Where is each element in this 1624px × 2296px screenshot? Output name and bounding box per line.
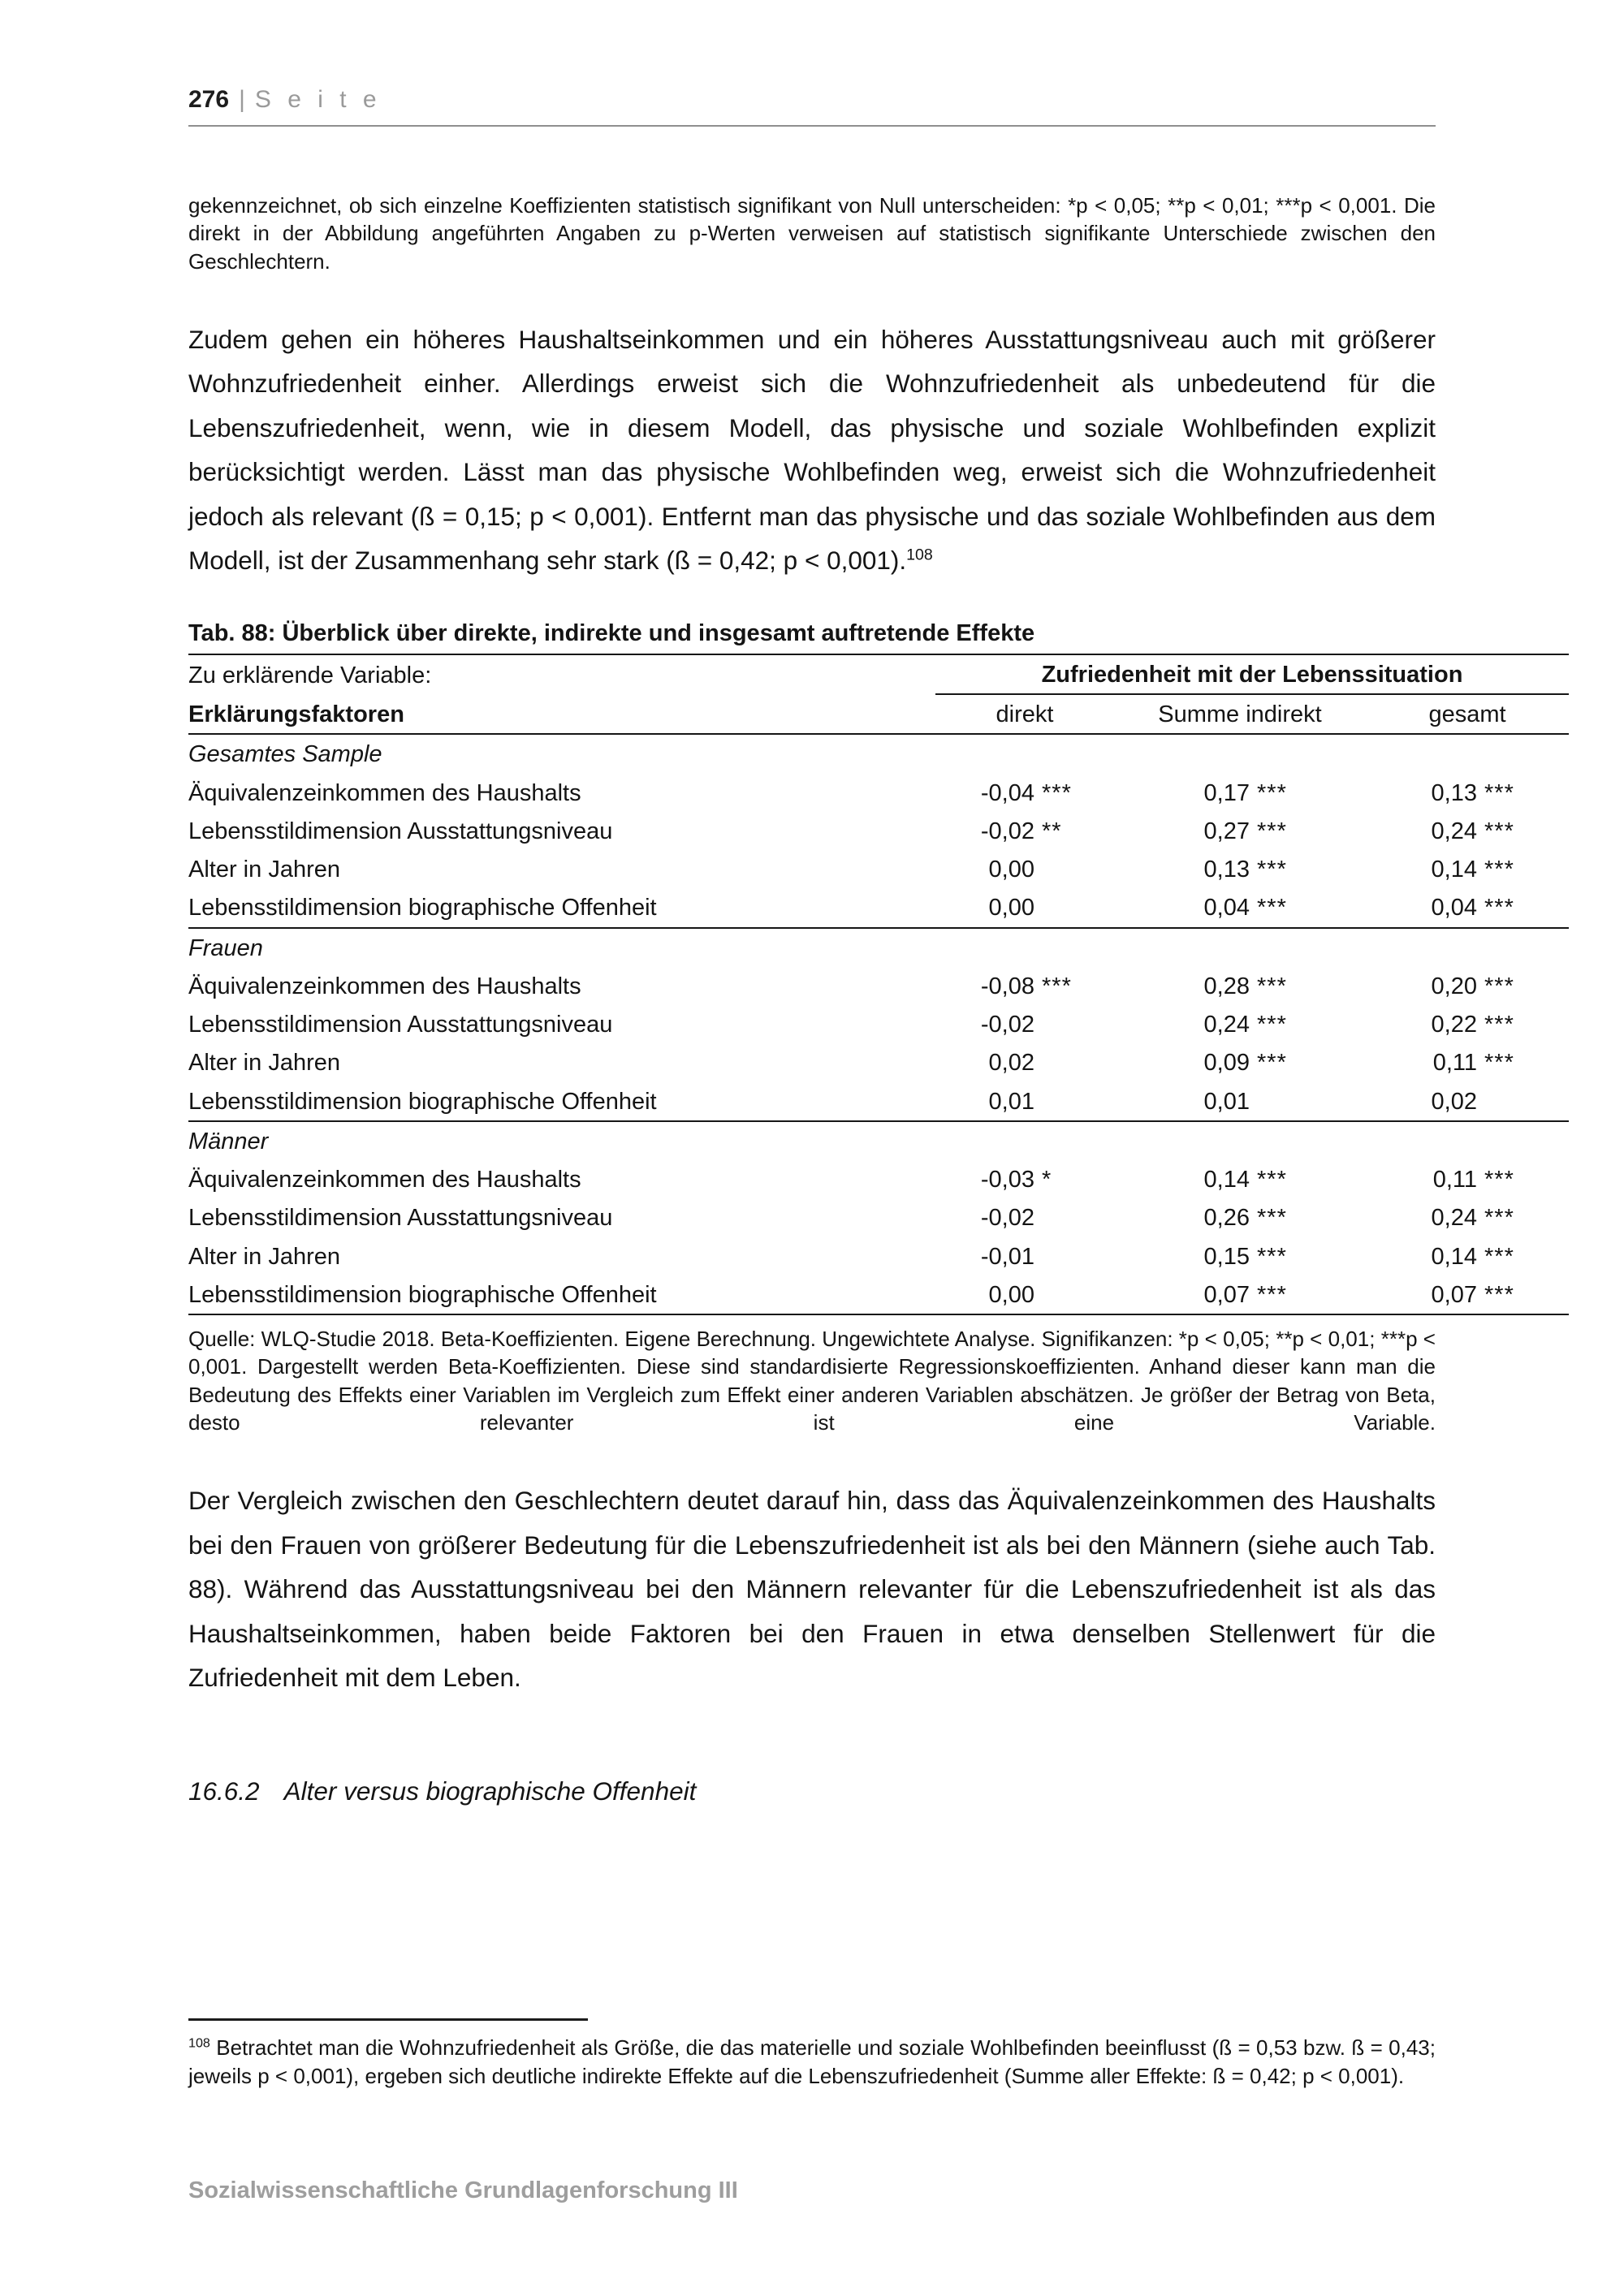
section-name: Männer (188, 1128, 269, 1154)
table-row (188, 774, 1569, 812)
cell-summe-indirekt: 0,14 *** (1203, 1167, 1287, 1193)
cell-summe-indirekt: 0,07 *** (1114, 1275, 1366, 1314)
column-header-gesamt: gesamt (1366, 694, 1569, 734)
table-row (188, 850, 1569, 888)
cell-gesamt: 0,24 *** (1431, 1205, 1514, 1232)
factor-label: Lebensstildimension biographische Offenheit (188, 888, 935, 927)
table-row (188, 1198, 1569, 1236)
cell-summe-indirekt: 0,24 *** (1203, 1012, 1287, 1038)
table-header-row-1 (188, 654, 1569, 694)
table-row (188, 1005, 1569, 1043)
table-row (188, 1237, 1569, 1275)
factor-label: Lebensstildimension Ausstattungsniveau (188, 1012, 613, 1038)
header-factors-label: Erklärungsfaktoren (188, 694, 935, 734)
cell-direkt: 0,00 (935, 888, 1114, 927)
footnote-reference: 108 (906, 546, 933, 564)
effects-table (188, 654, 1569, 1315)
cell-direkt: -0,08 *** (980, 973, 1072, 999)
cell-gesamt: 0,24 *** (1431, 818, 1514, 844)
section-heading (188, 1776, 1436, 1806)
cell-direkt: -0,02 (980, 1205, 1034, 1232)
page-number: 276 (188, 86, 230, 113)
section-row-frauen (188, 928, 1569, 967)
factor-label: Äquivalenzeinkommen des Haushalts (188, 1167, 581, 1193)
cell-summe-indirekt: 0,01 (1114, 1082, 1366, 1121)
header-separator: | (239, 86, 245, 113)
footnote-text-paragraph (188, 2034, 1436, 2091)
cell-direkt: -0,02 ** (980, 818, 1062, 844)
table-row (188, 888, 1569, 927)
cell-summe-indirekt: 0,26 *** (1203, 1205, 1287, 1232)
cell-gesamt: 0,11 *** (1432, 1167, 1514, 1193)
table-row (188, 967, 1569, 1005)
cell-summe-indirekt: 0,17 *** (1203, 779, 1287, 806)
factor-label: Lebensstildimension Ausstattungsniveau (188, 1205, 613, 1232)
table-row (188, 1082, 1569, 1121)
factor-label: Äquivalenzeinkommen des Haushalts (188, 973, 581, 999)
factor-label: Alter in Jahren (188, 857, 340, 883)
cell-direkt: 0,00 (935, 1275, 1114, 1314)
section-name: Gesamtes Sample (188, 741, 382, 768)
cell-summe-indirekt: 0,27 *** (1203, 818, 1287, 844)
factor-label: Lebensstildimension Ausstattungsniveau (188, 818, 613, 844)
table-row (188, 1160, 1569, 1198)
cell-direkt: 0,01 (935, 1082, 1114, 1121)
table-header-row-2 (188, 694, 1569, 734)
footnote-marker: 108 (188, 2035, 210, 2051)
intro-note-paragraph: gekennzeichnet, ob sich einzelne Koeffizienten statistisch signifikant von Null unterscheiden: *p < 0,05; **p < 0,01; ***p < 0,001. Die direkt in der Abbildung angeführten Angaben zu p-Werten verweisen auf statistisch signifikante Unterschiede zwischen den Geschlechtern. (188, 193, 1436, 274)
cell-summe-indirekt: 0,04 *** (1114, 888, 1366, 927)
table-row (188, 1043, 1569, 1081)
header-dependent-variable-label: Zu erklärende Variable: (188, 662, 432, 688)
cell-gesamt: 0,20 *** (1431, 973, 1514, 999)
section-number: 16.6.2 (188, 1776, 260, 1806)
page-header (188, 86, 1436, 127)
cell-gesamt: 0,14 *** (1431, 857, 1514, 883)
cell-gesamt: 0,13 *** (1431, 779, 1514, 806)
cell-summe-indirekt: 0,13 *** (1203, 857, 1287, 883)
table-row (188, 1275, 1569, 1314)
cell-direkt: -0,02 (980, 1012, 1034, 1038)
body-paragraph-2: Der Vergleich zwischen den Geschlechtern deutet darauf hin, dass das Äquivalenzeinkommen des Haushalts bei den Frauen von größerer Bedeutung für die Lebenszufriedenheit ist als bei den Männern (siehe auch Tab. 88). Während das Ausstattungsniveau bei den Männern relevanter für die Lebenszufriedenheit ist als das Haushaltseinkommen, haben beide Faktoren bei den Frauen in etwa denselben Stellenwert für die Zufriedenheit mit dem Leben. (188, 1486, 1436, 1693)
cell-direkt: -0,01 (980, 1243, 1034, 1270)
footnote-block (188, 2018, 1436, 2091)
factor-label: Lebensstildimension biographische Offenheit (188, 1275, 935, 1314)
page-footer: Sozialwissenschaftliche Grundlagenforschung III (188, 2177, 738, 2203)
section-title: Alter versus biographische Offenheit (283, 1776, 697, 1806)
footnote-text: Betrachtet man die Wohnzufriedenheit als Größe, die das materielle und soziale Wohlbefinden beeinflusst (ß = 0,53 bzw. ß = 0,43; jeweils p < 0,001), ergeben sich deutliche indirekte Effekte auf die Lebenszufriedenheit (Summe aller Effekte: ß = 0,42; p < 0,001). (188, 2035, 1436, 2088)
section-row-gesamtes-sample (188, 734, 1569, 773)
cell-direkt: 0,02 (988, 1050, 1034, 1077)
factor-label: Alter in Jahren (188, 1243, 340, 1270)
cell-gesamt: 0,07 *** (1366, 1275, 1569, 1314)
cell-direkt: -0,03 * (980, 1167, 1052, 1193)
section-name: Frauen (188, 934, 263, 961)
column-header-direkt: direkt (935, 694, 1114, 734)
footnote-separator-rule (188, 2018, 588, 2021)
column-header-summe-indirekt: Summe indirekt (1114, 694, 1366, 734)
factor-label: Lebensstildimension biographische Offenheit (188, 1082, 935, 1121)
factor-label: Äquivalenzeinkommen des Haushalts (188, 779, 581, 806)
cell-direkt: 0,00 (988, 857, 1034, 883)
body-paragraph-1 (188, 317, 1436, 583)
table-caption: Tab. 88: Überblick über direkte, indirekte und insgesamt auftretende Effekte (188, 619, 1035, 646)
table-source-note: Quelle: WLQ-Studie 2018. Beta-Koeffizienten. Eigene Berechnung. Ungewichtete Analyse. Signifikanzen: *p < 0,05; **p < 0,01; ***p < 0,001. Dargestellt werden Beta-Koeffizienten. Diese sind standardisierte Regressionskoeffizienten. Anhand dieser kann man die Bedeutung des Effekts einer Variablen im Vergleich zum Effekt einer anderen Variablen abschätzen. Je größer der Betrag von Beta, desto relevanter ist eine Variable. (188, 1327, 1436, 1435)
header-dependent-variable-value: Zufriedenheit mit der Lebenssituation (935, 654, 1569, 694)
cell-summe-indirekt: 0,09 *** (1203, 1050, 1287, 1077)
header-page-word: S e i t e (254, 86, 382, 113)
cell-gesamt: 0,02 (1366, 1082, 1569, 1121)
cell-gesamt: 0,11 *** (1432, 1050, 1514, 1077)
section-row-maenner (188, 1121, 1569, 1160)
paragraph-1-text: Zudem gehen ein höheres Haushaltseinkommen und ein höheres Ausstattungsniveau auch mit größerer Wohnzufriedenheit einher. Allerdings erweist sich die Wohnzufriedenheit als unbedeutend für die Lebenszufriedenheit, wenn, wie in diesem Modell, das physische und soziale Wohlbefinden explizit berücksichtigt werden. Lässt man das physische Wohlbefinden weg, erweist sich die Wohnzufriedenheit jedoch als relevant (ß = 0,15; p < 0,001). Entfernt man das physische und das soziale Wohlbefinden aus dem Modell, ist der Zusammenhang sehr stark (ß = 0,42; p < 0,001). (188, 324, 1436, 576)
cell-summe-indirekt: 0,15 *** (1203, 1243, 1287, 1270)
cell-summe-indirekt: 0,28 *** (1203, 973, 1287, 999)
factor-label: Alter in Jahren (188, 1050, 340, 1077)
cell-gesamt: 0,14 *** (1431, 1243, 1514, 1270)
cell-gesamt: 0,22 *** (1431, 1012, 1514, 1038)
cell-gesamt: 0,04 *** (1366, 888, 1569, 927)
cell-direkt: -0,04 *** (980, 779, 1072, 806)
table-row (188, 812, 1569, 850)
